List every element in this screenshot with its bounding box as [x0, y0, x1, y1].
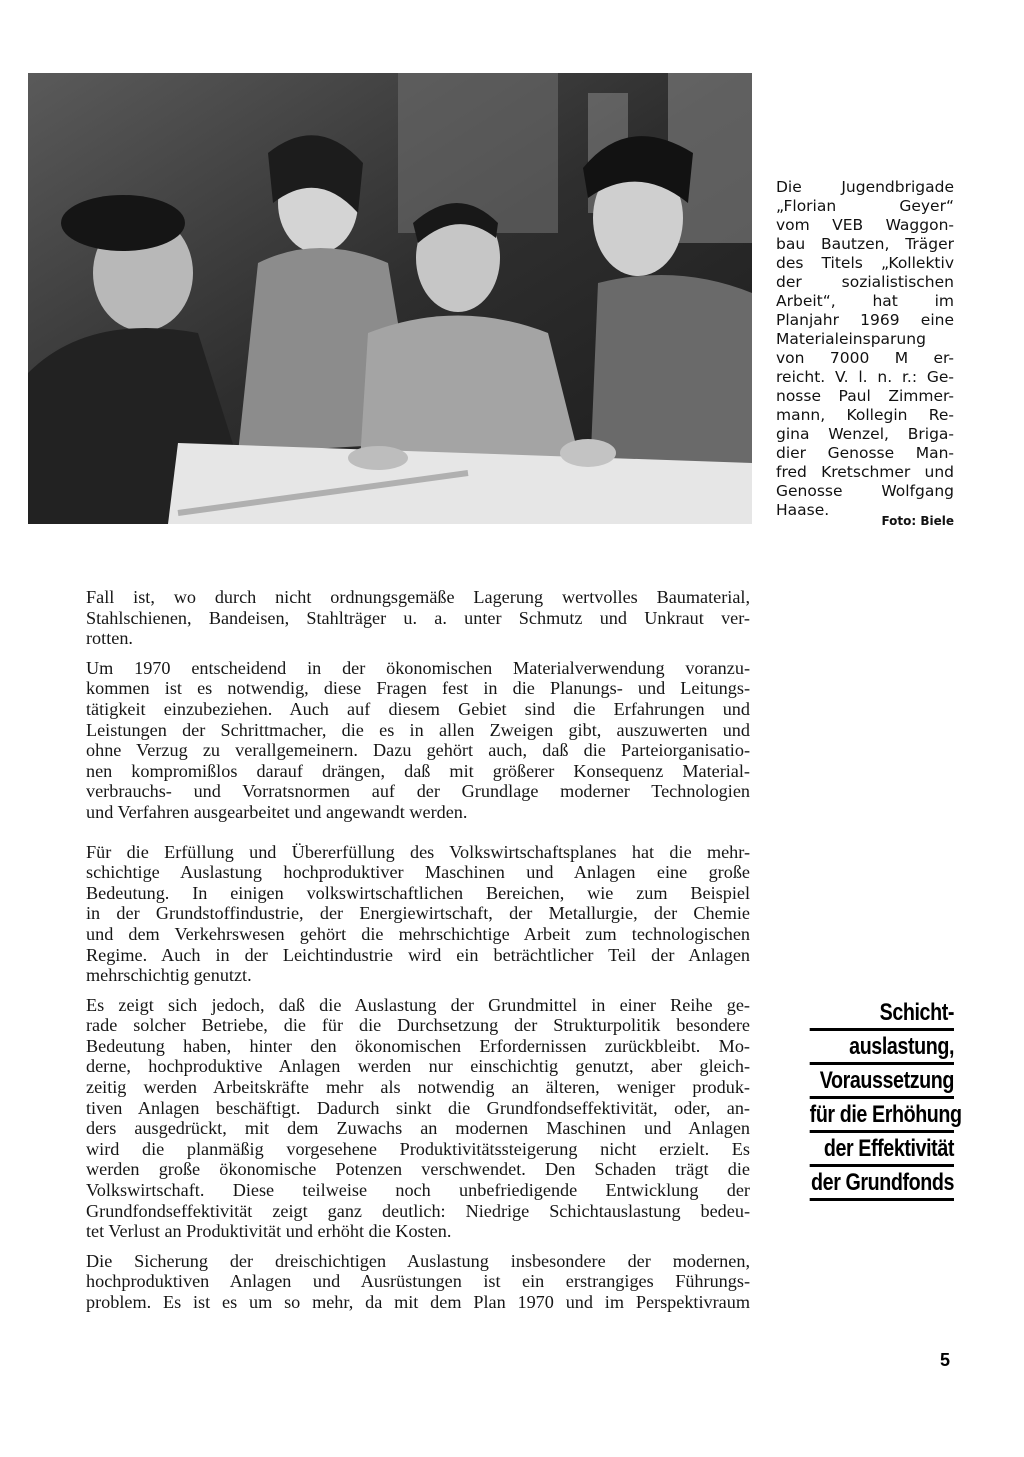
heading-line: auslastung, — [810, 1034, 954, 1065]
text-line: Stahlschienen, Bandeisen, Stahlträger u. a. unter Schmutz und Unkraut ver- — [86, 607, 750, 628]
caption-line: Arbeit“, hat im — [776, 292, 954, 310]
text-line: Bedeutung haben, hinter den ökonomischen Erfordernissen zurückbleibt. Mo- — [86, 1035, 750, 1056]
paragraph — [86, 658, 750, 823]
text-line: ders ausgedrückt, mit dem Zuwachs an modernen Maschinen und Anlagen — [86, 1118, 750, 1139]
text-line: derne, hochproduktive Anlagen werden nur einschichtig genutzt, aber gleich- — [86, 1056, 750, 1077]
heading-line: der Effektivität — [810, 1136, 954, 1167]
text-line: problem. Es ist es um so mehr, da mit dem Plan 1970 und im Perspektivraum — [86, 1292, 750, 1312]
text-line: verbrauchs- und Vorratsnormen auf der Grundlage moderner Technologien — [86, 781, 750, 802]
text-line: Regime. Auch in der Leichtindustrie wird ein beträchtlicher Teil der Anlagen — [86, 944, 750, 965]
caption-line: gina Wenzel, Briga- — [776, 425, 954, 443]
text-line: tet Verlust an Produktivität und erhöht die Kosten. — [86, 1221, 452, 1242]
text-line: Die Sicherung der dreischichtigen Auslastung insbesondere der modernen, — [86, 1250, 750, 1271]
text-line: und dem Verkehrswesen gehört die mehrschichtige Arbeit zum technologischen — [86, 923, 750, 944]
text-line: Bedeutung. In einigen volkswirtschaftlichen Bereichen, wie zum Beispiel — [86, 882, 750, 903]
caption-line: mann, Kollegin Re- — [776, 406, 954, 424]
text-line: nen kompromißlos darauf drängen, daß mit größerer Konsequenz Material- — [86, 760, 750, 781]
paragraph — [86, 1251, 750, 1313]
caption-line: Die Jugendbrigade — [776, 178, 954, 196]
text-line: ohne Verzug zu verallgemeinern. Dazu gehört auch, daß die Parteiorganisatio- — [86, 740, 750, 761]
heading-line: für die Erhöhung — [810, 1102, 954, 1133]
photo-caption — [776, 178, 954, 520]
caption-line: Materialeinsparung — [776, 330, 926, 348]
caption-line: bau Bautzen, Träger — [776, 235, 954, 253]
text-line: Für die Erfüllung und Übererfüllung des Volkswirtschaftsplanes hat die mehr- — [86, 841, 750, 862]
caption-line: vom VEB Waggon- — [776, 216, 954, 234]
article-body — [86, 587, 750, 1313]
paragraph — [86, 842, 750, 986]
text-line: schichtige Auslastung hochproduktiver Maschinen und Anlagen eine große — [86, 862, 750, 883]
text-line: Fall ist, wo durch nicht ordnungsgemäße Lagerung wertvolles Baumaterial, — [86, 587, 750, 607]
heading-line: Schicht- — [810, 1000, 954, 1031]
text-line: rade solcher Betriebe, die für die Durchsetzung der Strukturpolitik besondere — [86, 1015, 750, 1036]
text-line: wird die planmäßig vorgesehene Produktivitätssteigerung nicht erzielt. Es — [86, 1138, 750, 1159]
caption-line: Haase. — [776, 501, 830, 519]
paragraph — [86, 587, 750, 649]
page-number: 5 — [940, 1350, 951, 1370]
text-line: Leistungen der Schrittmacher, die es in allen Zweigen gibt, auszuwerten und — [86, 719, 750, 740]
text-line: Grundfondseffektivität zeigt ganz deutlich: Niedrige Schichtauslastung bedeu- — [86, 1200, 750, 1221]
caption-line: „Florian Geyer“ — [776, 197, 954, 215]
caption-line: Planjahr 1969 eine — [776, 311, 954, 329]
brigade-photo — [28, 73, 752, 524]
text-line: Um 1970 entscheidend in der ökonomischen Materialverwendung voranzu- — [86, 657, 750, 678]
text-line: Es zeigt sich jedoch, daß die Auslastung der Grundmittel in einer Reihe ge- — [86, 994, 750, 1015]
heading-line: Voraussetzung — [810, 1068, 954, 1099]
text-line: und Verfahren ausgearbeitet und angewandt werden. — [86, 801, 468, 822]
heading-line: der Grundfonds — [810, 1170, 954, 1201]
text-line: mehrschichtig genutzt. — [86, 965, 252, 986]
text-line: hochproduktiven Anlagen und Ausrüstungen ist ein erstrangiges Führungs- — [86, 1271, 750, 1292]
caption-line: Genosse Wolfgang — [776, 482, 954, 500]
paragraph — [86, 995, 750, 1242]
caption-line: nosse Paul Zimmer- — [776, 387, 954, 405]
text-line: Volkswirtschaft. Diese teilweise noch unbefriedigende Entwicklung der — [86, 1180, 750, 1201]
caption-line: des Titels „Kollektiv — [776, 254, 954, 272]
caption-line: fred Kretschmer und — [776, 463, 954, 481]
side-heading — [809, 999, 962, 1204]
text-line: in der Grundstoffindustrie, der Energiewirtschaft, der Metallurgie, der Chemie — [86, 903, 750, 924]
text-line: zeitig werden Arbeitskräfte mehr als notwendig an älteren, weniger produk- — [86, 1077, 750, 1098]
photo-credit: Foto: Biele — [881, 514, 954, 528]
caption-line: reicht. V. l. n. r.: Ge- — [776, 368, 954, 386]
text-line: kommen ist es notwendig, diese Fragen fest in die Planungs- und Leitungs- — [86, 678, 750, 699]
caption-line: der sozialistischen — [776, 273, 954, 291]
text-line: tiven Anlagen beschäftigt. Dadurch sinkt die Grundfondseffektivität, oder, an- — [86, 1097, 750, 1118]
caption-line: dier Genosse Man- — [776, 444, 954, 462]
text-line: rotten. — [86, 628, 133, 649]
workshop-photo-icon — [28, 73, 752, 524]
text-line: tätigkeit einzubeziehen. Auch auf diesem Gebiet sind die Erfahrungen und — [86, 698, 750, 719]
caption-line: von 7000 M er- — [776, 349, 954, 367]
text-line: werden große ökonomische Potenzen verschwendet. Den Schaden trägt die — [86, 1159, 750, 1180]
